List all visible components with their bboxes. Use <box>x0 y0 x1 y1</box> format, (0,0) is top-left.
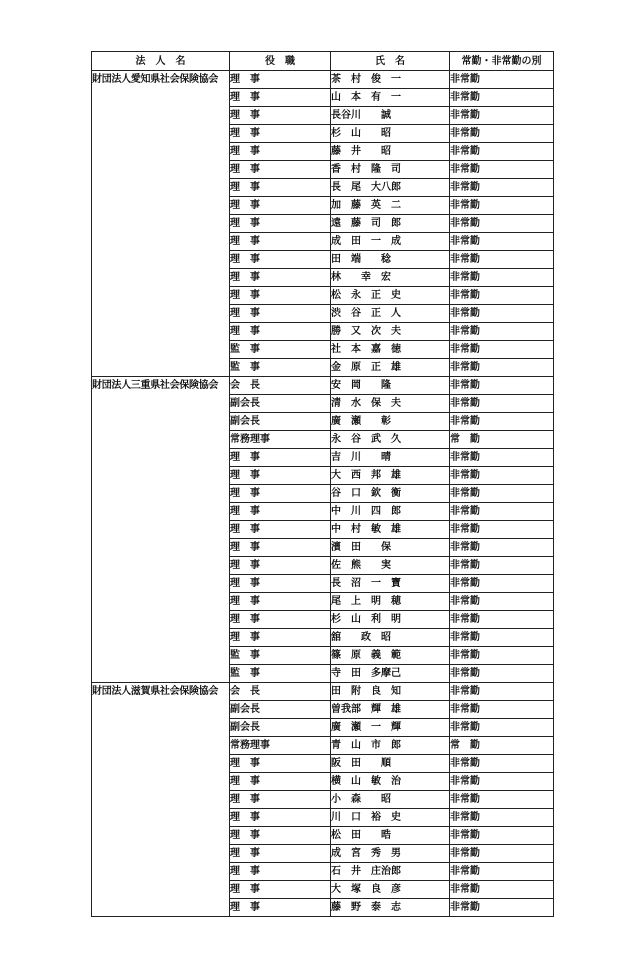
position-cell: 理 事 <box>230 89 331 107</box>
header-name: 氏 名 <box>331 52 450 71</box>
name-cell: 社 本 嘉 徳 <box>331 341 450 359</box>
name-cell: 中 川 四 郎 <box>331 503 450 521</box>
employment-type-cell: 非常勤 <box>450 647 554 665</box>
name-cell: 寺 田 多摩己 <box>331 665 450 683</box>
position-cell: 理 事 <box>230 269 331 287</box>
employment-type-cell: 非常勤 <box>450 773 554 791</box>
position-cell: 理 事 <box>230 503 331 521</box>
name-cell: 茶 村 俊 一 <box>331 71 450 89</box>
position-cell: 理 事 <box>230 791 331 809</box>
employment-type-cell: 非常勤 <box>450 629 554 647</box>
employment-type-cell: 非常勤 <box>450 827 554 845</box>
name-cell: 小 森 昭 <box>331 791 450 809</box>
table-row <box>92 377 554 395</box>
name-cell: 成 宮 秀 男 <box>331 845 450 863</box>
organization-name: 財団法人滋賀県社会保険協会 <box>92 683 230 917</box>
employment-type-cell: 非常勤 <box>450 161 554 179</box>
name-cell: 長谷川 誠 <box>331 107 450 125</box>
name-cell: 安 岡 隆 <box>331 377 450 395</box>
name-cell: 佐 熊 実 <box>331 557 450 575</box>
position-cell: 副会長 <box>230 719 331 737</box>
organization-name: 財団法人愛知県社会保険協会 <box>92 71 230 377</box>
employment-type-cell: 非常勤 <box>450 611 554 629</box>
employment-type-cell: 非常勤 <box>450 503 554 521</box>
name-cell: 渋 谷 正 人 <box>331 305 450 323</box>
name-cell: 石 井 庄治郎 <box>331 863 450 881</box>
employment-type-cell: 非常勤 <box>450 125 554 143</box>
employment-type-cell: 常 勤 <box>450 737 554 755</box>
position-cell: 理 事 <box>230 197 331 215</box>
name-cell: 中 村 敏 雄 <box>331 521 450 539</box>
employment-type-cell: 非常勤 <box>450 755 554 773</box>
employment-type-cell: 非常勤 <box>450 89 554 107</box>
employment-type-cell: 非常勤 <box>450 701 554 719</box>
name-cell: 藤 野 泰 志 <box>331 899 450 917</box>
position-cell: 理 事 <box>230 755 331 773</box>
employment-type-cell: 常 勤 <box>450 431 554 449</box>
name-cell: 藤 井 昭 <box>331 143 450 161</box>
name-cell: 阪 田 順 <box>331 755 450 773</box>
employment-type-cell: 非常勤 <box>450 719 554 737</box>
name-cell: 杉 山 利 明 <box>331 611 450 629</box>
position-cell: 会 長 <box>230 683 331 701</box>
name-cell: 田 附 良 知 <box>331 683 450 701</box>
position-cell: 理 事 <box>230 71 331 89</box>
name-cell: 加 藤 英 二 <box>331 197 450 215</box>
position-cell: 理 事 <box>230 557 331 575</box>
position-cell: 理 事 <box>230 305 331 323</box>
employment-type-cell: 非常勤 <box>450 341 554 359</box>
position-cell: 理 事 <box>230 323 331 341</box>
position-cell: 理 事 <box>230 611 331 629</box>
name-cell: 吉 川 晴 <box>331 449 450 467</box>
name-cell: 遠 藤 司 郎 <box>331 215 450 233</box>
position-cell: 常務理事 <box>230 737 331 755</box>
employment-type-cell: 非常勤 <box>450 575 554 593</box>
name-cell: 大 西 邦 雄 <box>331 467 450 485</box>
employment-type-cell: 非常勤 <box>450 395 554 413</box>
position-cell: 監 事 <box>230 359 331 377</box>
position-cell: 理 事 <box>230 449 331 467</box>
position-cell: 副会長 <box>230 395 331 413</box>
position-cell: 理 事 <box>230 233 331 251</box>
position-cell: 理 事 <box>230 107 331 125</box>
employment-type-cell: 非常勤 <box>450 557 554 575</box>
name-cell: 成 田 一 成 <box>331 233 450 251</box>
name-cell: 川 口 裕 史 <box>331 809 450 827</box>
name-cell: 廣 瀬 一 輝 <box>331 719 450 737</box>
position-cell: 理 事 <box>230 881 331 899</box>
position-cell: 理 事 <box>230 521 331 539</box>
employment-type-cell: 非常勤 <box>450 683 554 701</box>
employment-type-cell: 非常勤 <box>450 323 554 341</box>
table-row <box>92 71 554 89</box>
name-cell: 勝 又 次 夫 <box>331 323 450 341</box>
employment-type-cell: 非常勤 <box>450 71 554 89</box>
name-cell: 杉 山 昭 <box>331 125 450 143</box>
employment-type-cell: 非常勤 <box>450 485 554 503</box>
name-cell: 青 山 市 郎 <box>331 737 450 755</box>
position-cell: 理 事 <box>230 215 331 233</box>
employment-type-cell: 非常勤 <box>450 593 554 611</box>
position-cell: 理 事 <box>230 827 331 845</box>
name-cell: 金 原 正 雄 <box>331 359 450 377</box>
name-cell: 廣 瀬 彰 <box>331 413 450 431</box>
employment-type-cell: 非常勤 <box>450 521 554 539</box>
name-cell: 松 田 晧 <box>331 827 450 845</box>
employment-type-cell: 非常勤 <box>450 287 554 305</box>
position-cell: 理 事 <box>230 629 331 647</box>
name-cell: 篠 原 義 範 <box>331 647 450 665</box>
employment-type-cell: 非常勤 <box>450 449 554 467</box>
employment-type-cell: 非常勤 <box>450 269 554 287</box>
position-cell: 監 事 <box>230 665 331 683</box>
name-cell: 横 山 敏 治 <box>331 773 450 791</box>
position-cell: 理 事 <box>230 593 331 611</box>
table-row <box>92 683 554 701</box>
employment-type-cell: 非常勤 <box>450 377 554 395</box>
employment-type-cell: 非常勤 <box>450 665 554 683</box>
position-cell: 理 事 <box>230 143 331 161</box>
position-cell: 理 事 <box>230 539 331 557</box>
position-cell: 常務理事 <box>230 431 331 449</box>
name-cell: 長 尾 大八郎 <box>331 179 450 197</box>
position-cell: 理 事 <box>230 467 331 485</box>
position-cell: 理 事 <box>230 125 331 143</box>
position-cell: 理 事 <box>230 161 331 179</box>
roster-body <box>92 71 554 917</box>
name-cell: 清 水 保 夫 <box>331 395 450 413</box>
position-cell: 監 事 <box>230 341 331 359</box>
name-cell: 永 谷 武 久 <box>331 431 450 449</box>
employment-type-cell: 非常勤 <box>450 413 554 431</box>
employment-type-cell: 非常勤 <box>450 251 554 269</box>
position-cell: 理 事 <box>230 575 331 593</box>
name-cell: 香 村 隆 司 <box>331 161 450 179</box>
employment-type-cell: 非常勤 <box>450 233 554 251</box>
name-cell: 山 本 有 一 <box>331 89 450 107</box>
employment-type-cell: 非常勤 <box>450 845 554 863</box>
employment-type-cell: 非常勤 <box>450 197 554 215</box>
position-cell: 理 事 <box>230 287 331 305</box>
employment-type-cell: 非常勤 <box>450 143 554 161</box>
name-cell: 濱 田 保 <box>331 539 450 557</box>
employment-type-cell: 非常勤 <box>450 539 554 557</box>
position-cell: 理 事 <box>230 863 331 881</box>
position-cell: 理 事 <box>230 251 331 269</box>
employment-type-cell: 非常勤 <box>450 107 554 125</box>
position-cell: 理 事 <box>230 899 331 917</box>
header-row <box>92 52 554 71</box>
position-cell: 監 事 <box>230 647 331 665</box>
header-organization: 法 人 名 <box>92 52 230 71</box>
officer-roster-table <box>91 51 554 917</box>
employment-type-cell: 非常勤 <box>450 791 554 809</box>
position-cell: 副会長 <box>230 413 331 431</box>
position-cell: 理 事 <box>230 845 331 863</box>
header-position: 役 職 <box>230 52 331 71</box>
position-cell: 副会長 <box>230 701 331 719</box>
employment-type-cell: 非常勤 <box>450 809 554 827</box>
position-cell: 理 事 <box>230 809 331 827</box>
name-cell: 尾 上 明 穂 <box>331 593 450 611</box>
name-cell: 谷 口 欽 衡 <box>331 485 450 503</box>
position-cell: 理 事 <box>230 773 331 791</box>
employment-type-cell: 非常勤 <box>450 305 554 323</box>
name-cell: 松 永 正 史 <box>331 287 450 305</box>
name-cell: 曽我部 輝 雄 <box>331 701 450 719</box>
name-cell: 田 端 稔 <box>331 251 450 269</box>
header-employment-type: 常勤・非常勤の別 <box>450 52 554 71</box>
name-cell: 大 塚 良 彦 <box>331 881 450 899</box>
employment-type-cell: 非常勤 <box>450 179 554 197</box>
employment-type-cell: 非常勤 <box>450 881 554 899</box>
position-cell: 理 事 <box>230 485 331 503</box>
position-cell: 会 長 <box>230 377 331 395</box>
name-cell: 林 幸 宏 <box>331 269 450 287</box>
employment-type-cell: 非常勤 <box>450 215 554 233</box>
name-cell: 長 沼 一 寶 <box>331 575 450 593</box>
employment-type-cell: 非常勤 <box>450 359 554 377</box>
position-cell: 理 事 <box>230 179 331 197</box>
organization-name: 財団法人三重県社会保険協会 <box>92 377 230 683</box>
employment-type-cell: 非常勤 <box>450 863 554 881</box>
employment-type-cell: 非常勤 <box>450 467 554 485</box>
name-cell: 舘 政 昭 <box>331 629 450 647</box>
employment-type-cell: 非常勤 <box>450 899 554 917</box>
